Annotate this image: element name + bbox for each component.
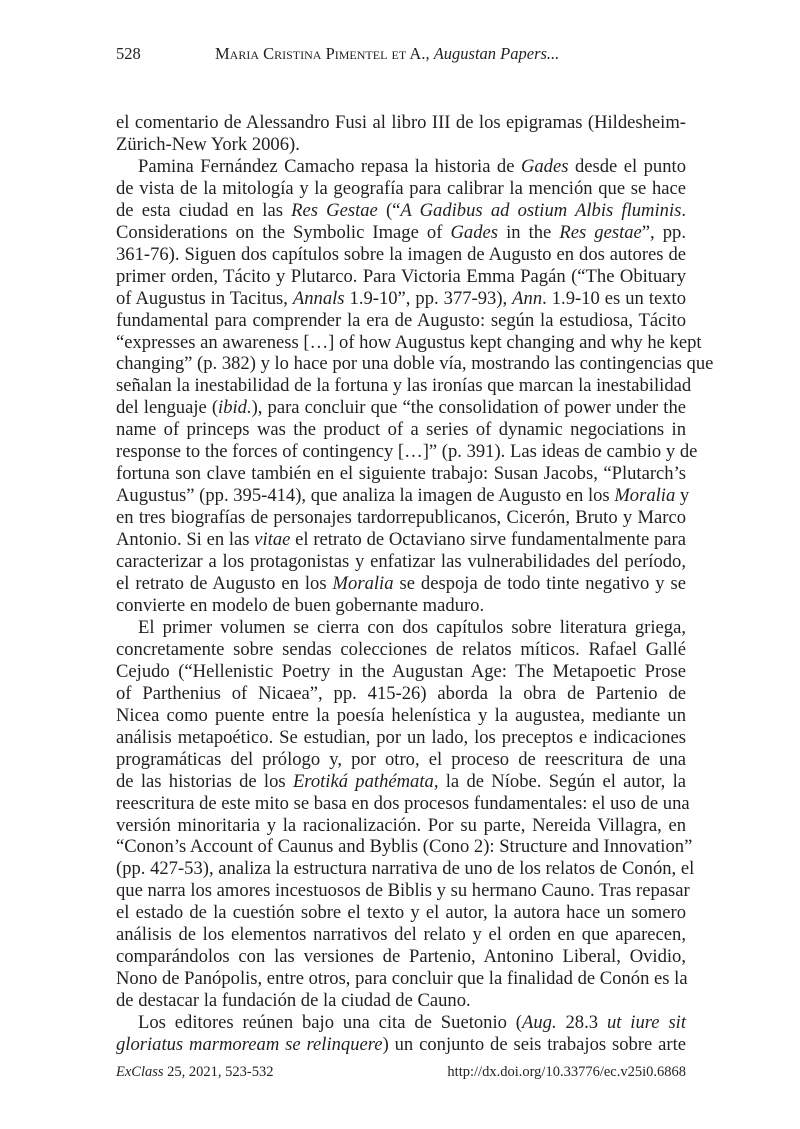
text-run: que narra los amores incestuosos de Biblis y su hermano Cauno. Tras repasar — [116, 880, 690, 902]
text-run: programáticas del prólogo y, por otro, el proceso de reescritura de una — [116, 748, 686, 770]
text-line — [116, 815, 686, 837]
text-run: Pamina Fernández Camacho repasa la historia de — [138, 155, 521, 177]
text-line — [116, 331, 702, 354]
text-run: Nono de Panópolis, entre otros, para concluir que la finalidad de Conón es la — [116, 968, 688, 990]
text-run: y — [675, 485, 690, 507]
doi-link[interactable]: http://dx.doi.org/10.33776/ec.v25i0.6868 — [447, 1064, 686, 1080]
text-run: el estado de la cuestión sobre el texto y el autor, la autora hace un somero — [116, 902, 686, 924]
text-run: reescritura de este mito se basa en dos procesos fundamentales: el uso de una — [116, 792, 690, 814]
text-line — [116, 485, 690, 507]
text-run: del lenguaje ( — [116, 397, 219, 419]
text-run: , la de Níobe. Según el autor, la — [433, 770, 686, 792]
italic-text: vitae — [254, 529, 291, 551]
italic-text: ibid. — [218, 397, 252, 419]
text-line — [116, 310, 686, 332]
italic-text: Ann — [512, 287, 543, 309]
text-run: caracterizar a los protagonistas y enfatizar las vulnerabilidades del período, — [116, 551, 686, 573]
running-title-authors: Maria Cristina Pimentel et A., — [215, 44, 430, 63]
text-run: of Parthenius of Nicaea”, pp. 415-26) aborda la obra de Partenio de — [116, 682, 686, 704]
text-run: ”, pp. — [641, 221, 687, 243]
text-run: of Augustus in Tacitus, — [116, 287, 293, 309]
text-run: (pp. 427-53), analiza la estructura narrativa de uno de los relatos de Conón, el — [116, 858, 695, 880]
text-run: de destacar la fundación de la ciudad de Cauno. — [116, 990, 471, 1012]
italic-text: ut iure sit — [606, 1012, 687, 1034]
journal-name: ExClass — [116, 1064, 164, 1080]
text-line — [116, 266, 686, 288]
text-run: in the — [498, 221, 560, 243]
text-line — [116, 946, 686, 968]
text-run: Considerations on the Symbolic Image of — [116, 221, 451, 243]
text-line — [116, 727, 686, 749]
text-run: el retrato de Augusto en los — [116, 573, 333, 595]
text-run: response to the forces of contingency […]” (p. 391). Las ideas de cambio y de — [116, 441, 698, 463]
text-run: de vista de la mitología y la geografía para calibrar la mención que se hace — [116, 177, 686, 199]
text-run: “expresses an awareness […] of how Augustus kept changing and why he kept — [116, 331, 702, 353]
text-line — [116, 902, 686, 924]
text-line — [116, 375, 692, 397]
text-run: Zürich-New York 2006). — [116, 133, 300, 155]
text-run: fortuna son clave también en el siguiente trabajo: Susan Jacobs, “Plutarch’s — [116, 463, 686, 485]
journal-citation — [116, 1064, 274, 1081]
text-line — [116, 1034, 686, 1056]
text-line — [116, 924, 686, 946]
text-run: “Conon’s Account of Caunus and Byblis (Cono 2): Structure and Innovation” — [116, 836, 693, 858]
text-run: El primer volumen se cierra con dos capítulos sobre literatura griega, — [138, 616, 686, 638]
paragraph — [116, 112, 686, 156]
text-line — [116, 639, 686, 661]
text-run: primer orden, Tácito y Plutarco. Para Victoria Emma Pagán (“The Obituary — [116, 265, 686, 287]
text-line — [116, 441, 698, 463]
text-line — [116, 178, 686, 200]
text-run: se despoja de todo tinte negativo y se — [393, 573, 686, 595]
text-run: versión minoritaria y la racionalización. Por su parte, Nereida Villagra, en — [116, 814, 686, 836]
text-line — [116, 573, 686, 595]
text-line — [116, 990, 686, 1012]
text-run: desde el punto — [568, 155, 686, 177]
italic-text: Erotiká pathémata — [292, 770, 434, 792]
text-line — [116, 661, 686, 683]
text-line — [116, 595, 686, 617]
italic-text: Res Gestae — [291, 199, 378, 221]
text-run: ) un conjunto de seis trabajos sobre arte — [382, 1034, 686, 1056]
text-run: de esta ciudad en las — [116, 199, 292, 221]
running-title — [215, 44, 559, 64]
text-run: (“ — [377, 199, 401, 221]
text-line — [116, 705, 686, 727]
italic-text: Moralia — [332, 573, 394, 595]
italic-text: A Gadibus ad ostium Albis fluminis — [400, 199, 682, 221]
text-line — [116, 463, 686, 485]
text-run: análisis metapoético. Se estudian, por un lado, los preceptos e indicaciones — [116, 726, 686, 748]
text-line — [116, 836, 693, 858]
italic-text: Gades — [520, 155, 569, 177]
text-run: análisis de los elementos narrativos del relato y el orden en que aparecen, — [116, 924, 686, 946]
text-run: Los editores reúnen bajo una cita de Suetonio ( — [138, 1012, 522, 1034]
italic-text: Res gestae — [559, 221, 642, 243]
text-line — [116, 156, 686, 178]
text-run: fundamental para comprender la era de Augusto: según la estudiosa, Tácito — [116, 309, 686, 331]
text-line — [116, 683, 686, 705]
text-line — [116, 792, 690, 815]
text-line — [116, 397, 686, 419]
text-line — [116, 112, 686, 134]
text-run: . — [681, 199, 686, 221]
paragraph — [116, 616, 695, 1012]
text-run: señalan la inestabilidad de la fortuna y las ironías que marcan la inestabilidad — [116, 375, 692, 397]
journal-volume-pages: 25, 2021, 523-532 — [163, 1064, 274, 1080]
text-run: el retrato de Octaviano sirve fundamentalmente para — [290, 529, 687, 551]
running-head — [116, 44, 686, 66]
text-line — [116, 244, 686, 266]
text-run: Cejudo (“Hellenistic Poetry in the Augustan Age: The Metapoetic Prose — [116, 660, 686, 682]
text-run: 361-76). Siguen dos capítulos sobre la imagen de Augusto en dos autores de — [116, 243, 686, 265]
page-footer — [116, 1064, 686, 1084]
text-run: Antonio. Si en las — [116, 529, 255, 551]
text-run: de las historias de los — [116, 770, 293, 792]
text-line — [116, 968, 686, 990]
text-line — [116, 222, 686, 244]
text-line — [116, 507, 686, 529]
text-line — [116, 880, 690, 902]
italic-text: gloriatus marmoream se relinquere — [116, 1034, 383, 1056]
text-line — [116, 353, 714, 375]
text-line — [116, 134, 686, 156]
italic-text: Gades — [450, 221, 498, 243]
text-line — [116, 288, 686, 310]
text-run: Augustus” (pp. 395-414), que analiza la imagen de Augusto en los — [116, 485, 615, 507]
paragraph — [116, 155, 714, 617]
text-run: 1.9-10”, pp. 377-93), — [344, 287, 513, 309]
text-run: ), para concluir que “the consolidation of power under the — [251, 397, 686, 419]
running-title-book: Augustan Papers... — [433, 44, 560, 63]
italic-text: Annals — [292, 287, 345, 309]
text-line — [116, 1012, 686, 1034]
italic-text: Aug. — [522, 1012, 557, 1034]
text-line — [116, 551, 686, 573]
text-run: changing” (p. 382) y lo hace por una doble vía, mostrando las contingencias que — [116, 353, 714, 375]
text-run: concretamente sobre sendas colecciones de relatos míticos. Rafael Gallé — [116, 638, 686, 660]
text-line — [116, 419, 686, 441]
text-line — [116, 771, 686, 793]
text-line — [116, 749, 686, 771]
text-run: name of princeps was the product of a series of dynamic negociations in — [116, 419, 686, 441]
page-number: 528 — [116, 44, 141, 63]
text-line — [116, 529, 686, 551]
italic-text: Moralia — [614, 485, 676, 507]
text-line — [116, 858, 695, 880]
paragraph — [116, 1012, 686, 1056]
text-run: el comentario de Alessandro Fusi al libro III de los epigramas (Hildesheim- — [116, 112, 686, 133]
text-run: 28.3 — [556, 1012, 607, 1034]
text-run: . 1.9-10 es un texto — [542, 287, 687, 309]
text-run: comparándolos con las versiones de Partenio, Antonino Liberal, Ovidio, — [116, 946, 686, 968]
text-line — [116, 200, 686, 222]
text-run: en tres biografías de personajes tardorrepublicanos, Cicerón, Bruto y Marco — [116, 507, 686, 529]
text-run: convierte en modelo de buen gobernante maduro. — [116, 594, 485, 616]
text-run: Nicea como puente entre la poesía helenística y la augustea, mediante un — [116, 704, 686, 726]
text-line — [116, 617, 686, 639]
body-text — [116, 112, 714, 1056]
